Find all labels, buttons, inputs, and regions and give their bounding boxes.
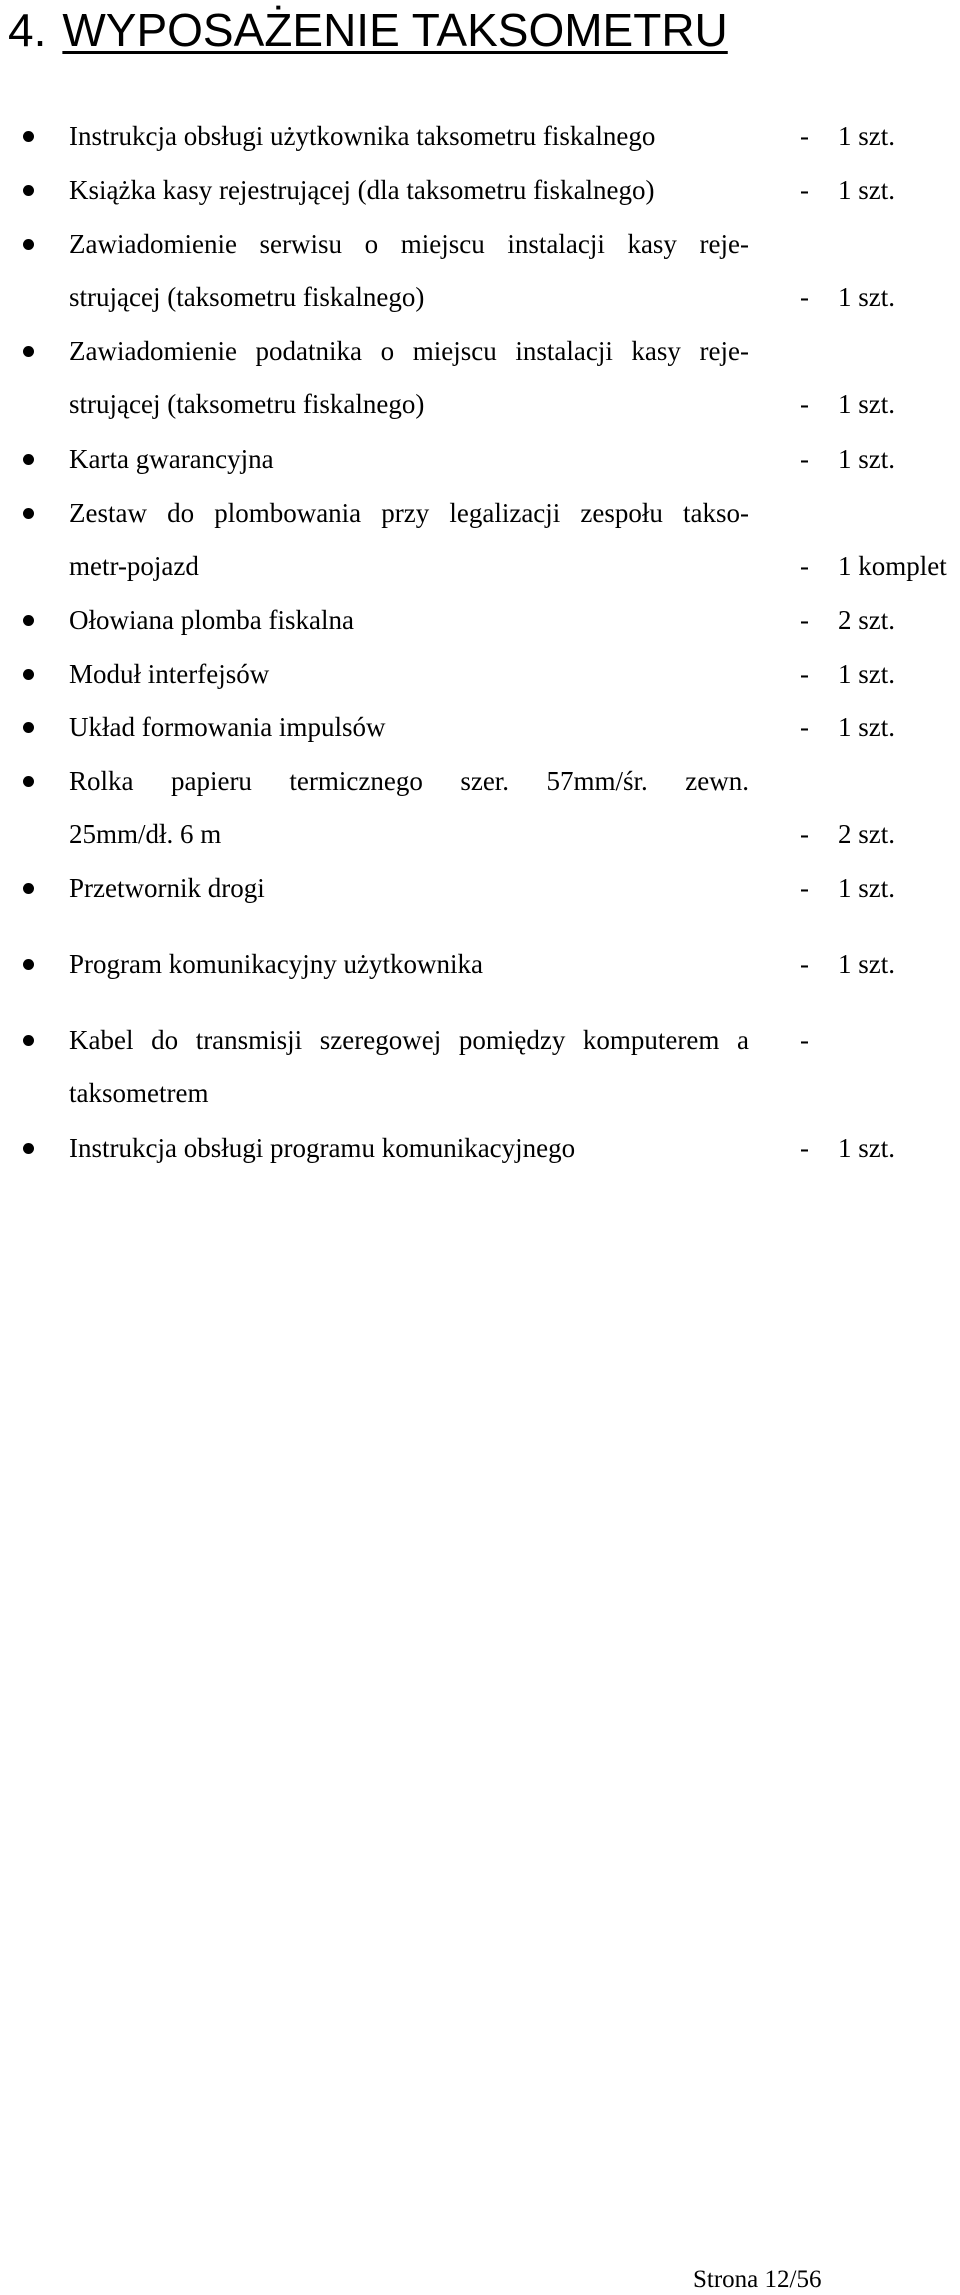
item-quantity: 1 szt. xyxy=(838,949,895,979)
item-quantity: 1 szt. xyxy=(838,1133,895,1163)
quantity-dash: - xyxy=(800,282,809,312)
item-text-line: Przetwornik drogi xyxy=(69,873,265,903)
section-heading xyxy=(8,2,728,58)
item-text-line: metr-pojazd xyxy=(69,551,199,581)
quantity-dash: - xyxy=(800,175,809,205)
item-quantity: 2 szt. xyxy=(838,819,895,849)
quantity-dash: - xyxy=(800,121,809,151)
item-quantity: 1 szt. xyxy=(838,873,895,903)
item-text-line: Rolka papieru termicznego szer. 57mm/śr. zewn. xyxy=(69,766,749,796)
item-quantity: 1 szt. xyxy=(838,444,895,474)
bullet-icon xyxy=(23,883,34,894)
item-text-line: Moduł interfejsów xyxy=(69,659,270,689)
quantity-dash: - xyxy=(800,444,809,474)
quantity-dash: - xyxy=(800,712,809,742)
bullet-icon xyxy=(23,508,34,519)
bullet-icon xyxy=(23,669,34,680)
quantity-dash: - xyxy=(800,389,809,419)
item-quantity: 1 szt. xyxy=(838,712,895,742)
item-quantity: 1 szt. xyxy=(838,282,895,312)
item-quantity: 1 szt. xyxy=(838,175,895,205)
section-number: 4. xyxy=(8,4,47,56)
item-text-line: taksometrem xyxy=(69,1078,209,1108)
item-quantity: 1 komplet xyxy=(838,551,947,581)
item-quantity: 2 szt. xyxy=(838,605,895,635)
quantity-dash: - xyxy=(800,819,809,849)
bullet-icon xyxy=(23,959,34,970)
bullet-icon xyxy=(23,615,34,626)
bullet-icon xyxy=(23,1143,34,1154)
bullet-icon xyxy=(23,185,34,196)
quantity-dash: - xyxy=(800,659,809,689)
item-text-line: Instrukcja obsługi programu komunikacyjnego xyxy=(69,1133,576,1163)
quantity-dash: - xyxy=(800,949,809,979)
item-text-line: strującej (taksometru fiskalnego) xyxy=(69,282,425,312)
item-text-line: Zestaw do plombowania przy legalizacji zespołu takso- xyxy=(69,498,749,528)
item-quantity: 1 szt. xyxy=(838,659,895,689)
item-text-line: Kabel do transmisji szeregowej pomiędzy komputerem a xyxy=(69,1025,749,1055)
item-text-line: Ołowiana plomba fiskalna xyxy=(69,605,354,635)
page-number: Strona 12/56 xyxy=(693,2266,822,2293)
quantity-dash: - xyxy=(800,873,809,903)
item-text-line: Zawiadomienie serwisu o miejscu instalacji kasy reje- xyxy=(69,229,749,259)
bullet-icon xyxy=(23,239,34,250)
item-text-line: Instrukcja obsługi użytkownika taksometru fiskalnego xyxy=(69,121,656,151)
bullet-icon xyxy=(23,722,34,733)
item-text-line: strującej (taksometru fiskalnego) xyxy=(69,389,425,419)
quantity-dash: - xyxy=(800,605,809,635)
item-text-line: Układ formowania impulsów xyxy=(69,712,386,742)
item-quantity: 1 szt. xyxy=(838,389,895,419)
item-quantity: 1 szt. xyxy=(838,121,895,151)
bullet-icon xyxy=(23,131,34,142)
bullet-icon xyxy=(23,776,34,787)
item-text-line: 25mm/dł. 6 m xyxy=(69,819,222,849)
item-text-line: Zawiadomienie podatnika o miejscu instalacji kasy reje- xyxy=(69,336,749,366)
item-text-line: Książka kasy rejestrującej (dla taksometru fiskalnego) xyxy=(69,175,655,205)
quantity-dash: - xyxy=(800,1133,809,1163)
section-title: WYPOSAŻENIE TAKSOMETRU xyxy=(62,4,728,56)
bullet-icon xyxy=(23,346,34,357)
item-text-line: Program komunikacyjny użytkownika xyxy=(69,949,483,979)
quantity-dash: - xyxy=(800,551,809,581)
bullet-icon xyxy=(23,1035,34,1046)
item-text-line: Karta gwarancyjna xyxy=(69,444,274,474)
quantity-dash: - xyxy=(800,1025,809,1055)
bullet-icon xyxy=(23,454,34,465)
